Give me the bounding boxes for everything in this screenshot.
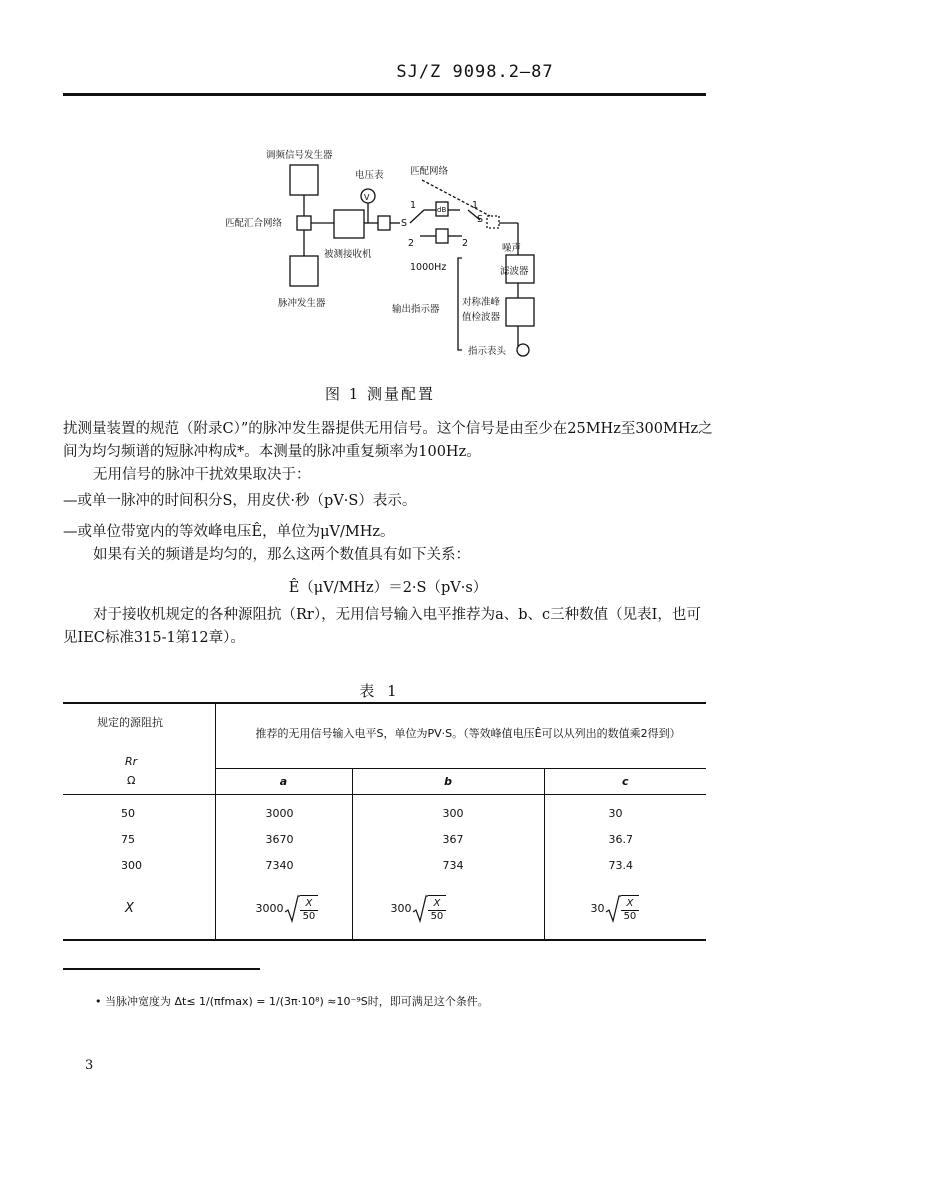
filter-1000hz-box bbox=[436, 229, 448, 243]
label-switch-s2: S bbox=[477, 214, 484, 225]
label-output-indicator: 输出指示器 bbox=[392, 304, 440, 315]
label-pos2: 2 bbox=[408, 238, 415, 249]
paragraph-3: —或单一脉冲的时间积分S，用皮伏·秒（pV·S）表示。 bbox=[63, 493, 417, 509]
formula: Ê（μV/MHz）＝2·S（pV·s） bbox=[288, 580, 488, 596]
label-noise-1: 噪声 bbox=[502, 243, 522, 254]
table-row: 75 3670 367 36.7 bbox=[63, 826, 706, 852]
table-row: 300 7340 734 73.4 bbox=[63, 852, 706, 878]
col-a-header: a bbox=[215, 768, 352, 794]
label-match-combiner: 匹配汇合网络 bbox=[225, 218, 283, 229]
label-peak-2: 值检波器 bbox=[462, 312, 501, 323]
label-pos1b: 1 bbox=[472, 200, 479, 211]
span-header: 推荐的无用信号输入电平S，单位为PV·S。（等效峰值电压Ê可以从列出的数值乘2得到） bbox=[215, 703, 706, 755]
label-match-net-top: 匹配网络 bbox=[410, 166, 449, 177]
table-row-x: X 3000 $\frac{X}{50}$ 300 $\frac{X}{50}$ 30 $\frac{X}{50}$ bbox=[63, 878, 706, 940]
label-db: dB bbox=[437, 206, 447, 214]
label-voltmeter: 电压表 bbox=[355, 170, 384, 181]
label-indicator-meter: 指示表头 bbox=[468, 346, 507, 357]
label-receiver: 被测接收机 bbox=[324, 249, 372, 260]
paragraph-5: 如果有关的频谱是均匀的，那么这两个数值具有如下关系： bbox=[93, 547, 470, 563]
paragraph-1: 扰测量装置的规范（附录C）”的脉冲发生器提供无用信号。这个信号是由至少在25MHz至300MHz之间为均匀频谱的短脉冲构成*。本测量的脉冲重复频率为100Hz。 bbox=[63, 421, 713, 460]
label-volt-symbol: V bbox=[364, 193, 370, 202]
table-caption: 表 1 bbox=[359, 682, 401, 700]
right-match-box bbox=[487, 216, 499, 228]
footnote: • 当脉冲宽度为 Δt≤ 1/(πfmax) = 1/(3π·10⁸) ≈10⁻⁹S时，即可满足这个条件。 bbox=[95, 995, 489, 1008]
standard-code: SJ/Z 9098.2—87 bbox=[396, 62, 554, 82]
label-pulse-gen: 脉冲发生器 bbox=[278, 298, 326, 309]
body-text bbox=[63, 418, 713, 650]
sqrt-a: 3000 $\frac{X}{50}$ bbox=[256, 895, 319, 923]
paragraph-6: 对于接收机规定的各种源阻抗（Rr），无用信号输入电平推荐为a、b、c三种数值（见表Ⅰ，也可见IEC标准315-1第12章）。 bbox=[63, 607, 701, 646]
header-rule bbox=[63, 93, 706, 96]
footnote-rule bbox=[63, 968, 260, 970]
label-freq: 1000Hz bbox=[410, 262, 447, 273]
peak-detector-box bbox=[506, 298, 534, 326]
label-fm-gen: 调频信号发生器 bbox=[266, 150, 333, 161]
sqrt-b: 300 $\frac{X}{50}$ bbox=[391, 895, 447, 923]
label-noise-2: 滤波器 bbox=[500, 266, 529, 277]
paragraph-2: 无用信号的脉冲干扰效果取决于： bbox=[93, 467, 311, 483]
measurement-diagram bbox=[200, 140, 560, 370]
match-combiner-box bbox=[297, 216, 311, 230]
paragraph-4: —或单位带宽内的等效峰电压Ê，单位为μV/MHz。 bbox=[63, 524, 395, 540]
col-c-header: c bbox=[544, 768, 706, 794]
label-switch-s: S bbox=[401, 218, 408, 229]
impedance-table bbox=[63, 702, 706, 941]
fm-generator-box bbox=[290, 165, 318, 195]
sqrt-c: 30 $\frac{X}{50}$ bbox=[591, 895, 640, 923]
page-number: 3 bbox=[85, 1058, 94, 1073]
col0-header-3: Ω bbox=[127, 774, 136, 788]
label-pos1: 1 bbox=[410, 200, 417, 211]
col0-header-1: 规定的源阻抗 bbox=[97, 716, 163, 729]
col0-header-2: Rr bbox=[125, 755, 138, 768]
pulse-generator-box bbox=[290, 256, 318, 286]
receiver-box bbox=[334, 210, 364, 238]
match-net-box bbox=[378, 216, 390, 230]
col-b-header: b bbox=[352, 768, 544, 794]
label-peak-1: 对称准峰 bbox=[462, 297, 501, 308]
figure-caption: 图 1 测量配置 bbox=[324, 385, 436, 403]
table-row: 50 3000 300 30 bbox=[63, 800, 706, 826]
label-pos2b: 2 bbox=[462, 238, 469, 249]
indicator-meter-icon bbox=[517, 344, 529, 356]
